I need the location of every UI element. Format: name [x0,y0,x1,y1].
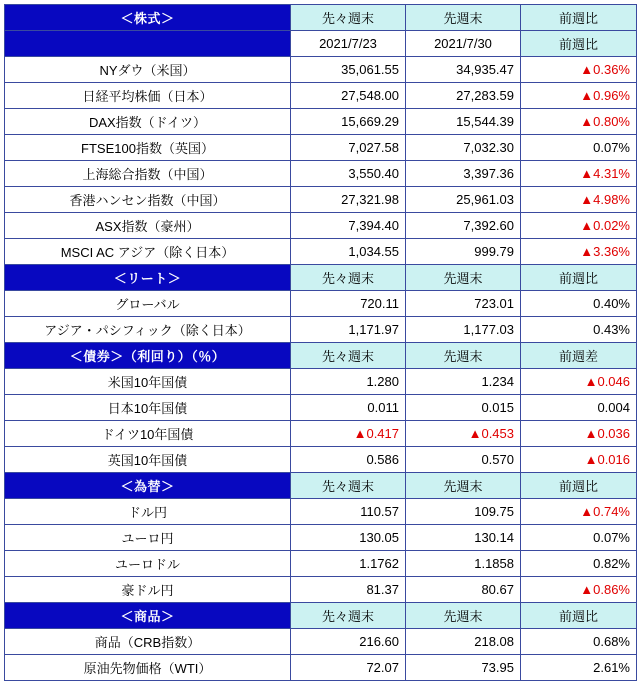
value-last-week: 109.75 [406,499,521,525]
value-previous-week: 216.60 [291,629,406,655]
table-row [5,187,637,213]
table-row [5,135,637,161]
section-column-header-1: 先々週末 [291,473,406,499]
table-row [5,369,637,395]
row-label: 日経平均株価（日本） [5,83,291,109]
section-header-row [5,265,637,291]
section-column-header-1: 先々週末 [291,603,406,629]
value-change: 0.82% [521,551,637,577]
date-row-spacer [5,31,291,57]
table-row [5,161,637,187]
section-column-header-3: 前週比 [521,603,637,629]
value-change: ▲0.02% [521,213,637,239]
row-label: NYダウ（米国） [5,57,291,83]
value-previous-week: 35,061.55 [291,57,406,83]
table-row [5,57,637,83]
value-change: 0.004 [521,395,637,421]
section-column-header-3: 前週差 [521,343,637,369]
section-header-row [5,5,637,31]
row-label: ASX指数（豪州） [5,213,291,239]
value-last-week: 1.1858 [406,551,521,577]
table-row [5,291,637,317]
value-last-week: 1,177.03 [406,317,521,343]
value-last-week: 3,397.36 [406,161,521,187]
section-column-header-3: 前週比 [521,265,637,291]
section-title: ＜リート＞ [5,265,291,291]
value-last-week: 130.14 [406,525,521,551]
value-previous-week: 1.1762 [291,551,406,577]
value-previous-week: 72.07 [291,655,406,681]
section-header-row [5,343,637,369]
value-last-week: 0.570 [406,447,521,473]
value-change: 2.61% [521,655,637,681]
value-change: ▲0.80% [521,109,637,135]
value-last-week: 25,961.03 [406,187,521,213]
value-change: 0.07% [521,135,637,161]
value-last-week: 999.79 [406,239,521,265]
section-title: ＜債券＞（利回り）（％） [5,343,291,369]
section-column-header-2: 先週末 [406,265,521,291]
row-label: 英国10年国債 [5,447,291,473]
section-column-header-1: 先々週末 [291,265,406,291]
table-row [5,317,637,343]
value-change: ▲0.036 [521,421,637,447]
section-header-row [5,603,637,629]
value-last-week: 15,544.39 [406,109,521,135]
value-previous-week: 130.05 [291,525,406,551]
table-body [5,5,637,681]
value-last-week: ▲0.453 [406,421,521,447]
value-change: ▲3.36% [521,239,637,265]
value-previous-week: 7,027.58 [291,135,406,161]
value-previous-week: 1,171.97 [291,317,406,343]
table-row [5,525,637,551]
value-previous-week: 3,550.40 [291,161,406,187]
value-last-week: 0.015 [406,395,521,421]
section-column-header-2: 先週末 [406,603,521,629]
value-previous-week: 0.011 [291,395,406,421]
value-previous-week: 110.57 [291,499,406,525]
row-label: ドル円 [5,499,291,525]
section-title: ＜商品＞ [5,603,291,629]
row-label: グローバル [5,291,291,317]
table-row [5,577,637,603]
value-previous-week: 27,548.00 [291,83,406,109]
value-change: 0.43% [521,317,637,343]
row-label: 商品（CRB指数） [5,629,291,655]
row-label: 日本10年国債 [5,395,291,421]
date-last-week: 2021/7/30 [406,31,521,57]
row-label: DAX指数（ドイツ） [5,109,291,135]
section-column-header-2: 先週末 [406,473,521,499]
value-previous-week: 81.37 [291,577,406,603]
market-summary-table [4,4,637,681]
row-label: 米国10年国債 [5,369,291,395]
value-change: 0.07% [521,525,637,551]
row-label: 上海総合指数（中国） [5,161,291,187]
section-title: ＜株式＞ [5,5,291,31]
date-change-header: 前週比 [521,31,637,57]
section-column-header-3: 前週比 [521,473,637,499]
table-row [5,499,637,525]
table-row [5,447,637,473]
value-last-week: 80.67 [406,577,521,603]
value-change: 0.68% [521,629,637,655]
date-header-row [5,31,637,57]
section-header-row [5,473,637,499]
value-previous-week: 27,321.98 [291,187,406,213]
row-label: 原油先物価格（WTI） [5,655,291,681]
table-row [5,213,637,239]
row-label: 香港ハンセン指数（中国） [5,187,291,213]
row-label: MSCI AC アジア（除く日本） [5,239,291,265]
value-change: 0.40% [521,291,637,317]
table-row [5,109,637,135]
table-row [5,655,637,681]
value-previous-week: 1,034.55 [291,239,406,265]
value-change: ▲0.96% [521,83,637,109]
value-change: ▲4.98% [521,187,637,213]
value-last-week: 1.234 [406,369,521,395]
value-change: ▲0.86% [521,577,637,603]
section-column-header-1: 先々週末 [291,343,406,369]
value-previous-week: 720.11 [291,291,406,317]
row-label: FTSE100指数（英国） [5,135,291,161]
value-last-week: 218.08 [406,629,521,655]
row-label: アジア・パシフィック（除く日本） [5,317,291,343]
table-row [5,421,637,447]
value-last-week: 7,032.30 [406,135,521,161]
value-change: ▲0.016 [521,447,637,473]
value-last-week: 34,935.47 [406,57,521,83]
row-label: 豪ドル円 [5,577,291,603]
row-label: ユーロ円 [5,525,291,551]
value-last-week: 723.01 [406,291,521,317]
table-row [5,551,637,577]
section-column-header-1: 先々週末 [291,5,406,31]
row-label: ドイツ10年国債 [5,421,291,447]
value-change: ▲0.74% [521,499,637,525]
date-previous-week: 2021/7/23 [291,31,406,57]
table-row [5,239,637,265]
section-column-header-3: 前週比 [521,5,637,31]
section-title: ＜為替＞ [5,473,291,499]
value-change: ▲0.36% [521,57,637,83]
value-change: ▲4.31% [521,161,637,187]
value-previous-week: 15,669.29 [291,109,406,135]
row-label: ユーロドル [5,551,291,577]
section-column-header-2: 先週末 [406,343,521,369]
value-previous-week: 7,394.40 [291,213,406,239]
table-row [5,395,637,421]
table-row [5,83,637,109]
table-row [5,629,637,655]
value-last-week: 73.95 [406,655,521,681]
value-previous-week: ▲0.417 [291,421,406,447]
value-previous-week: 0.586 [291,447,406,473]
value-previous-week: 1.280 [291,369,406,395]
value-last-week: 27,283.59 [406,83,521,109]
value-last-week: 7,392.60 [406,213,521,239]
section-column-header-2: 先週末 [406,5,521,31]
value-change: ▲0.046 [521,369,637,395]
